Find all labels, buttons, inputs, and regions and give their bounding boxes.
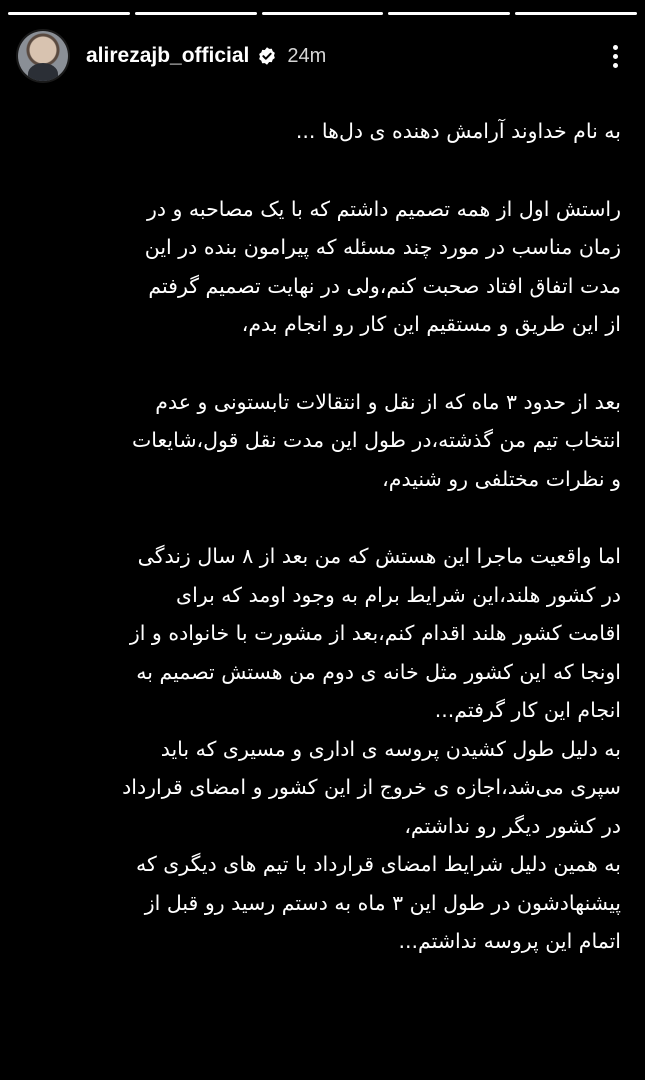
story-text-line: سپری می‌شد،اجازه ی خروج از این کشور و امضای قرارداد (122, 775, 621, 799)
username[interactable]: alirezajb_official (86, 44, 250, 67)
more-vertical-icon[interactable] (603, 40, 627, 72)
story-progress-fill (8, 12, 130, 15)
story-text-line: در کشور هلند،این شرایط برام به وجود اومد که برای (176, 582, 621, 607)
story-text-line: پیشنهادشون در طول این ۳ ماه به دستم رسید رو قبل از (144, 890, 621, 915)
story-text-line: به دلیل طول کشیدن پروسه ی اداری و مسیری که باید (160, 736, 621, 761)
story-progress-fill (262, 12, 384, 15)
story-text-line: انجام این کار گرفتم... (434, 698, 621, 722)
story-progress-segment (8, 12, 130, 15)
story-text-line: اقامت کشور هلند اقدام کنم،بعد از مشورت با خانواده و از (129, 621, 621, 645)
story-text-line: بعد از حدود ۳ ماه که از نقل و انتقالات تابستونی و عدم (155, 389, 621, 414)
verified-badge-icon (257, 46, 277, 66)
story-text-line: در کشور دیگر رو نداشتم، (404, 813, 621, 838)
avatar[interactable] (18, 31, 68, 81)
story-text-line: و نظرات مختلفی رو شنیدم، (382, 466, 621, 491)
paragraph-gap (36, 498, 621, 537)
story-text-line: راستش اول از همه تصمیم داشتم که با یک مصاحبه و در (146, 196, 621, 221)
story-progress-segment (135, 12, 257, 15)
story-text-line: انتخاب تیم من گذشته،در طول این مدت نقل قول،شایعات (131, 428, 621, 452)
story-progress-segment (515, 12, 637, 15)
story-text-line: به همین دلیل شرایط امضای قرارداد با تیم های دیگری که (135, 852, 621, 876)
story-progress-fill (135, 12, 257, 15)
story-text-line: زمان مناسب در مورد چند مسئله که پیرامون بنده در این (144, 235, 621, 259)
paragraph-gap (36, 344, 621, 383)
story-text-body (36, 112, 621, 961)
story-text-line: اتمام این پروسه نداشتم... (398, 929, 621, 953)
story-text-line: مدت اتفاق افتاد صحبت کنم،ولی در نهایت تصمیم گرفتم (148, 273, 621, 298)
story-progress-bars (8, 12, 637, 15)
story-header (18, 28, 627, 84)
story-progress-fill (515, 12, 637, 15)
story-text-line: اما واقعیت ماجرا این هستش که من بعد از ۸ سال زندگی (137, 544, 621, 568)
post-time: 24m (287, 44, 327, 67)
story-progress-fill (388, 12, 510, 15)
story-text-line: از این طریق و مستقیم این کار رو انجام بدم، (241, 312, 621, 336)
story-text-line: اونجا که این کشور مثل خانه ی دوم من هستش تصمیم به (136, 659, 621, 684)
story-progress-segment (388, 12, 510, 15)
story-text-line: به نام خداوند آرامش دهنده ی دل‌ها ... (295, 119, 621, 143)
paragraph-gap (36, 151, 621, 190)
story-progress-segment (262, 12, 384, 15)
